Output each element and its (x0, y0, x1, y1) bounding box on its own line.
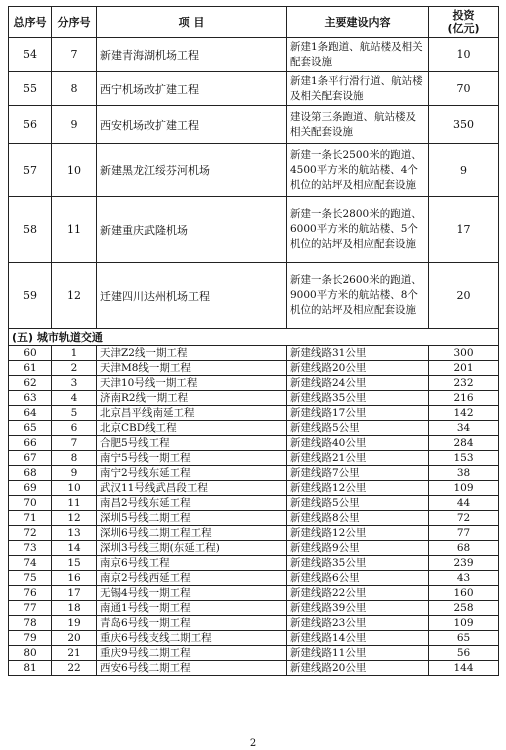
project-cell: 西安6号线二期工程 (97, 661, 287, 676)
total-no-cell: 57 (9, 144, 52, 197)
sub-no-cell: 5 (52, 406, 97, 421)
table-row (9, 646, 499, 661)
header-project: 项 目 (97, 7, 287, 38)
page-number: 2 (249, 738, 257, 749)
project-cell: 重庆9号线二期工程 (97, 646, 287, 661)
content-cell: 新建线路8公里 (287, 511, 429, 526)
project-cell: 南宁5号线一期工程 (97, 451, 287, 466)
total-no-cell: 80 (9, 646, 52, 661)
table-header-row (9, 7, 499, 38)
total-no-cell: 54 (9, 38, 52, 72)
table-row (9, 106, 499, 144)
content-cell: 新建线路5公里 (287, 421, 429, 436)
invest-cell: 144 (429, 661, 499, 676)
content-cell: 新建线路12公里 (287, 481, 429, 496)
invest-cell: 350 (429, 106, 499, 144)
sub-no-cell: 16 (52, 571, 97, 586)
invest-cell: 239 (429, 556, 499, 571)
content-cell: 建设第三条跑道、航站楼及相关配套设施 (287, 106, 429, 144)
invest-cell: 56 (429, 646, 499, 661)
table-row (9, 631, 499, 646)
total-no-cell: 73 (9, 541, 52, 556)
table-row (9, 406, 499, 421)
content-cell: 新建线路12公里 (287, 526, 429, 541)
invest-cell: 109 (429, 481, 499, 496)
table-row (9, 144, 499, 197)
project-cell: 南京6号线工程 (97, 556, 287, 571)
project-cell: 北京CBD线工程 (97, 421, 287, 436)
project-cell: 南昌2号线东延工程 (97, 496, 287, 511)
table-row (9, 526, 499, 541)
project-cell: 南京2号线西延工程 (97, 571, 287, 586)
invest-cell: 34 (429, 421, 499, 436)
content-cell: 新建线路40公里 (287, 436, 429, 451)
project-cell: 武汉11号线武昌段工程 (97, 481, 287, 496)
total-no-cell: 81 (9, 661, 52, 676)
invest-cell: 216 (429, 391, 499, 406)
project-cell: 重庆6号线支线二期工程 (97, 631, 287, 646)
project-cell: 南通1号线一期工程 (97, 601, 287, 616)
total-no-cell: 75 (9, 571, 52, 586)
table-row (9, 346, 499, 361)
project-cell: 天津Z2线一期工程 (97, 346, 287, 361)
invest-cell: 65 (429, 631, 499, 646)
content-cell: 新建线路7公里 (287, 466, 429, 481)
project-cell: 西安机场改扩建工程 (97, 106, 287, 144)
sub-no-cell: 3 (52, 376, 97, 391)
invest-cell: 142 (429, 406, 499, 421)
sub-no-cell: 21 (52, 646, 97, 661)
content-cell: 新建1条跑道、航站楼及相关配套设施 (287, 38, 429, 72)
sub-no-cell: 10 (52, 481, 97, 496)
total-no-cell: 61 (9, 361, 52, 376)
header-invest-unit: (亿元) (447, 22, 480, 35)
table-row (9, 571, 499, 586)
total-no-cell: 68 (9, 466, 52, 481)
total-no-cell: 69 (9, 481, 52, 496)
invest-cell: 77 (429, 526, 499, 541)
project-cell: 南宁2号线东延工程 (97, 466, 287, 481)
content-cell: 新建一条长2800米的跑道、6000平方米的航站楼、5个机位的站坪及相应配套设施 (287, 197, 429, 263)
total-no-cell: 71 (9, 511, 52, 526)
total-no-cell: 79 (9, 631, 52, 646)
sub-no-cell: 12 (52, 511, 97, 526)
content-cell: 新建线路20公里 (287, 661, 429, 676)
project-cell: 青岛6号线一期工程 (97, 616, 287, 631)
table-row (9, 197, 499, 263)
sub-no-cell: 17 (52, 586, 97, 601)
project-cell: 新建青海湖机场工程 (97, 38, 287, 72)
sub-no-cell: 11 (52, 496, 97, 511)
sub-no-cell: 9 (52, 106, 97, 144)
header-invest-label: 投资 (452, 9, 475, 22)
content-cell: 新建线路21公里 (287, 451, 429, 466)
total-no-cell: 62 (9, 376, 52, 391)
sub-no-cell: 20 (52, 631, 97, 646)
table-row (9, 481, 499, 496)
sub-no-cell: 7 (52, 436, 97, 451)
sub-no-cell: 12 (52, 263, 97, 329)
total-no-cell: 70 (9, 496, 52, 511)
sub-no-cell: 22 (52, 661, 97, 676)
invest-cell: 10 (429, 38, 499, 72)
sub-no-cell: 4 (52, 391, 97, 406)
total-no-cell: 66 (9, 436, 52, 451)
invest-cell: 160 (429, 586, 499, 601)
invest-cell: 232 (429, 376, 499, 391)
section-row (9, 329, 499, 346)
project-cell: 新建黑龙江绥芬河机场 (97, 144, 287, 197)
invest-cell: 70 (429, 72, 499, 106)
sub-no-cell: 8 (52, 451, 97, 466)
total-no-cell: 74 (9, 556, 52, 571)
table-row (9, 556, 499, 571)
invest-cell: 43 (429, 571, 499, 586)
total-no-cell: 56 (9, 106, 52, 144)
invest-cell: 9 (429, 144, 499, 197)
project-cell: 天津M8线一期工程 (97, 361, 287, 376)
sub-no-cell: 7 (52, 38, 97, 72)
project-cell: 济南R2线一期工程 (97, 391, 287, 406)
table-row (9, 451, 499, 466)
content-cell: 新建线路5公里 (287, 496, 429, 511)
project-cell: 深圳3号线三期(东延工程) (97, 541, 287, 556)
sub-no-cell: 18 (52, 601, 97, 616)
total-no-cell: 58 (9, 197, 52, 263)
project-cell: 新建重庆武隆机场 (97, 197, 287, 263)
invest-cell: 17 (429, 197, 499, 263)
invest-cell: 68 (429, 541, 499, 556)
total-no-cell: 76 (9, 586, 52, 601)
content-cell: 新建线路39公里 (287, 601, 429, 616)
header-total-no: 总序号 (9, 7, 52, 38)
project-cell: 无锡4号线一期工程 (97, 586, 287, 601)
sub-no-cell: 9 (52, 466, 97, 481)
sub-no-cell: 19 (52, 616, 97, 631)
project-cell: 天津10号线一期工程 (97, 376, 287, 391)
table-row (9, 496, 499, 511)
header-content: 主要建设内容 (287, 7, 429, 38)
invest-cell: 284 (429, 436, 499, 451)
total-no-cell: 65 (9, 421, 52, 436)
content-cell: 新建线路31公里 (287, 346, 429, 361)
sub-no-cell: 8 (52, 72, 97, 106)
total-no-cell: 60 (9, 346, 52, 361)
header-sub-no: 分序号 (52, 7, 97, 38)
sub-no-cell: 13 (52, 526, 97, 541)
total-no-cell: 72 (9, 526, 52, 541)
content-cell: 新建线路9公里 (287, 541, 429, 556)
content-cell: 新建一条长2500米的跑道、4500平方米的航站楼、4个机位的站坪及相应配套设施 (287, 144, 429, 197)
total-no-cell: 64 (9, 406, 52, 421)
sub-no-cell: 14 (52, 541, 97, 556)
table-row (9, 436, 499, 451)
total-no-cell: 77 (9, 601, 52, 616)
total-no-cell: 59 (9, 263, 52, 329)
table-row (9, 391, 499, 406)
invest-cell: 72 (429, 511, 499, 526)
sub-no-cell: 2 (52, 361, 97, 376)
table-row (9, 263, 499, 329)
sub-no-cell: 11 (52, 197, 97, 263)
project-cell: 合肥5号线工程 (97, 436, 287, 451)
content-cell: 新建1条平行滑行道、航站楼及相关配套设施 (287, 72, 429, 106)
table-row (9, 466, 499, 481)
content-cell: 新建线路11公里 (287, 646, 429, 661)
project-cell: 西宁机场改扩建工程 (97, 72, 287, 106)
project-cell: 北京昌平线南延工程 (97, 406, 287, 421)
invest-cell: 44 (429, 496, 499, 511)
sub-no-cell: 15 (52, 556, 97, 571)
table-row (9, 511, 499, 526)
invest-cell: 300 (429, 346, 499, 361)
content-cell: 新建线路14公里 (287, 631, 429, 646)
content-cell: 新建线路6公里 (287, 571, 429, 586)
table-row (9, 601, 499, 616)
section-title: (五) 城市轨道交通 (9, 329, 499, 346)
project-cell: 深圳6号线二期工程工程 (97, 526, 287, 541)
content-cell: 新建一条长2600米的跑道、9000平方米的航站楼、8个机位的站坪及相应配套设施 (287, 263, 429, 329)
table-row (9, 541, 499, 556)
invest-cell: 201 (429, 361, 499, 376)
table-row (9, 421, 499, 436)
content-cell: 新建线路24公里 (287, 376, 429, 391)
header-invest (429, 7, 499, 38)
content-cell: 新建线路35公里 (287, 391, 429, 406)
invest-cell: 38 (429, 466, 499, 481)
project-cell: 深圳5号线二期工程 (97, 511, 287, 526)
table-row (9, 376, 499, 391)
invest-cell: 20 (429, 263, 499, 329)
invest-cell: 258 (429, 601, 499, 616)
project-cell: 迁建四川达州机场工程 (97, 263, 287, 329)
investment-table (8, 6, 499, 676)
table-row (9, 38, 499, 72)
total-no-cell: 67 (9, 451, 52, 466)
content-cell: 新建线路35公里 (287, 556, 429, 571)
content-cell: 新建线路23公里 (287, 616, 429, 631)
total-no-cell: 78 (9, 616, 52, 631)
sub-no-cell: 6 (52, 421, 97, 436)
total-no-cell: 63 (9, 391, 52, 406)
table-row (9, 72, 499, 106)
table-row (9, 361, 499, 376)
invest-cell: 153 (429, 451, 499, 466)
table-row (9, 586, 499, 601)
content-cell: 新建线路17公里 (287, 406, 429, 421)
content-cell: 新建线路22公里 (287, 586, 429, 601)
invest-cell: 109 (429, 616, 499, 631)
table-row (9, 616, 499, 631)
sub-no-cell: 1 (52, 346, 97, 361)
sub-no-cell: 10 (52, 144, 97, 197)
content-cell: 新建线路20公里 (287, 361, 429, 376)
total-no-cell: 55 (9, 72, 52, 106)
table-row (9, 661, 499, 676)
